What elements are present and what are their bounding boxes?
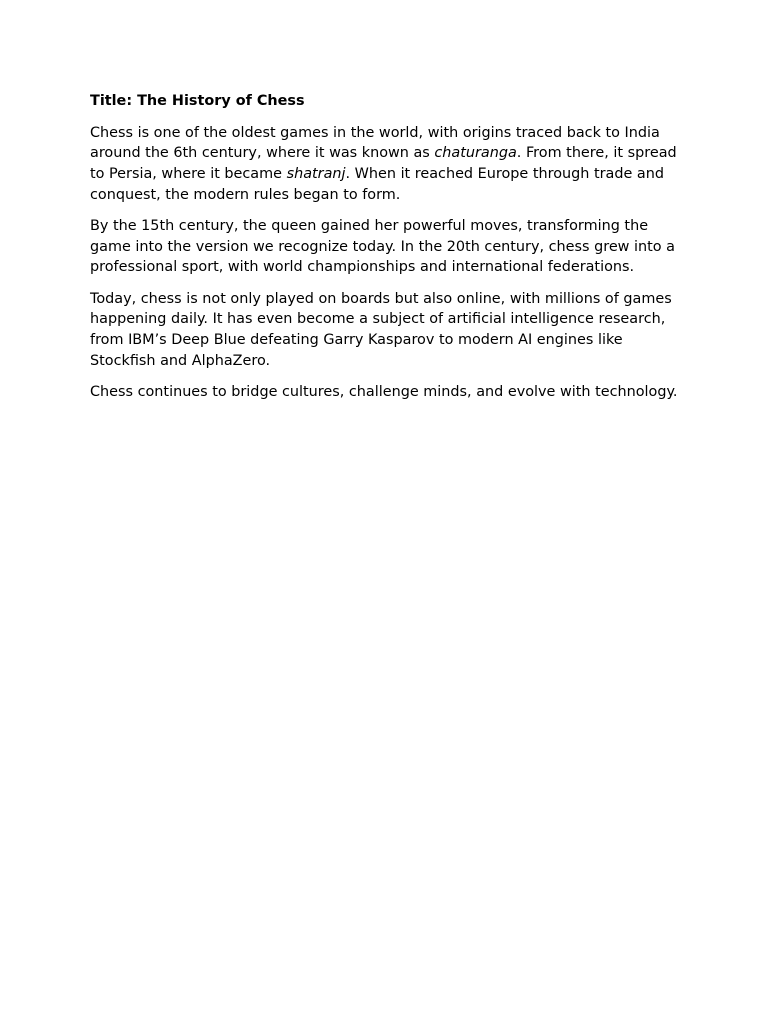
document-title: Title: The History of Chess: [90, 93, 305, 109]
paragraph-today: Today, chess is not only played on boards but also online, with millions of games happening daily. It has even become a subject of artificial intelligence research, from IBM’s Deep Blue defeating Garry Kasparov to modern AI engines like Stockfish and AlphaZero.: [90, 290, 672, 369]
paragraph-modern-rules: By the 15th century, the queen gained her powerful moves, transforming the game into the version we recognize today. In the 20th century, chess grew into a professional sport, with world championships and international federations.: [90, 218, 675, 276]
paragraph-origins: [90, 123, 686, 206]
term-shatranj: shatranj: [286, 166, 346, 183]
paragraph-origins-text-a: Chess is one of the oldest games in the world, with origins traced back to India around the 6th century, where it was known as: [90, 124, 660, 162]
document-body: [90, 91, 686, 413]
term-chaturanga: chaturanga: [434, 145, 517, 162]
paragraph-origins-text-c: . When it reached Europe through trade and conquest, the modern rules began to form.: [90, 166, 664, 203]
paragraph-origins-text-b: . From there, it spread to Persia, where it became: [90, 145, 677, 183]
paragraph-conclusion: Chess continues to bridge cultures, challenge minds, and evolve with technology.: [90, 383, 678, 400]
